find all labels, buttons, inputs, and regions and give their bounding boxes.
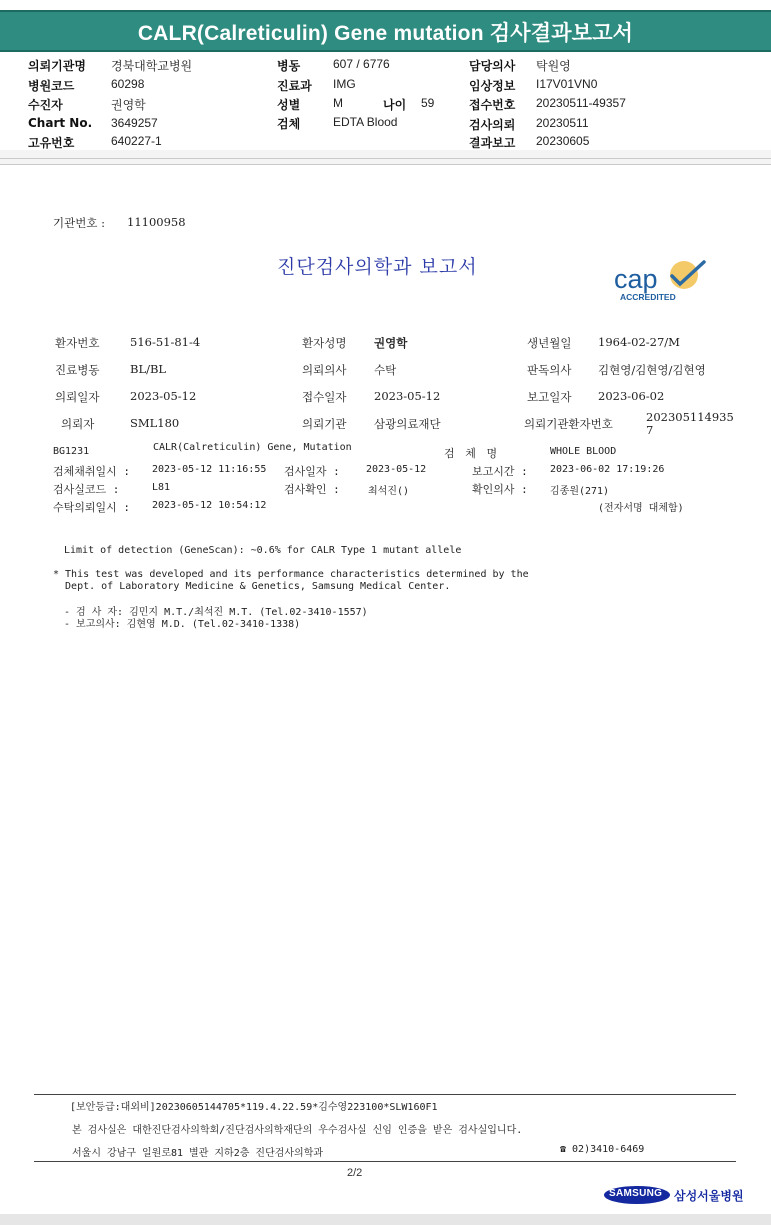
test-value: 2023-06-02 17:19:26 <box>550 464 665 475</box>
institution-number: 11100958 <box>127 215 186 229</box>
hdr-label: 진료과 <box>277 79 312 93</box>
security-line: [보안등급:대외비]20230605144705*119.4.22.59*김수영223100*SLW160F1 <box>70 1102 438 1113</box>
info-value: 권영학 <box>374 336 408 350</box>
info-value: 202305114935 <box>646 410 734 424</box>
footer-divider <box>34 1094 736 1095</box>
test-label: 수탁의뢰일시 : <box>53 501 131 514</box>
staff-line: - 보고의사: 김현영 M.D. (Tel.02-3410-1338) <box>64 619 301 630</box>
page-number: 2/2 <box>347 1167 363 1179</box>
info-label: 의뢰자 <box>61 417 95 431</box>
address-line: 서울시 강남구 일원로81 별관 지하2층 진단검사의학과 <box>72 1148 324 1159</box>
header-divider <box>0 164 771 165</box>
test-label: 검사일자 : <box>284 465 340 478</box>
header-divider <box>0 158 771 159</box>
hdr-value: 59 <box>421 96 435 110</box>
hdr-value: 640227-1 <box>111 134 162 148</box>
info-value: 2023-06-02 <box>598 389 665 403</box>
cap-word: cap <box>614 264 658 294</box>
test-value: 2023-05-12 11:16:55 <box>152 464 267 475</box>
hdr-label: 나이 <box>383 98 407 112</box>
test-value: 2023-05-12 10:54:12 <box>152 500 267 511</box>
info-value: 7 <box>646 423 654 437</box>
samsung-hospital-logo <box>604 1185 744 1207</box>
test-value: 2023-05-12 <box>366 464 427 475</box>
hdr-label: 의뢰기관명 <box>28 59 86 73</box>
hdr-value: I17V01VN0 <box>536 77 598 91</box>
hdr-label: 접수번호 <box>469 98 516 112</box>
test-value: 김종원(271) <box>550 486 610 497</box>
hdr-value: EDTA Blood <box>333 115 398 129</box>
test-value: 최석진() <box>368 486 410 497</box>
info-value: 수탁 <box>374 363 397 377</box>
footer-divider <box>34 1161 736 1162</box>
report-title: CALR(Calreticulin) Gene mutation 검사결과보고서 <box>137 22 634 45</box>
hdr-value: 607 / 6776 <box>333 57 390 71</box>
electronic-signature-note: (전자서명 대체함) <box>598 503 684 514</box>
info-label: 의뢰일자 <box>55 390 100 404</box>
info-value: 삼광의료재단 <box>374 417 441 431</box>
info-value: 1964-02-27/M <box>598 335 680 349</box>
report-title-bar <box>0 10 771 52</box>
info-label: 환자성명 <box>302 336 347 350</box>
test-name: CALR(Calreticulin) Gene, Mutation <box>153 442 352 453</box>
hospital-name: 삼성서울병원 <box>674 1189 744 1203</box>
samsung-wordmark: SAMSUNG <box>609 1188 663 1199</box>
hdr-label: 담당의사 <box>469 59 516 73</box>
hdr-value: 20230511 <box>536 116 589 130</box>
hdr-label: 검사의뢰 <box>469 118 516 132</box>
hdr-label: 병원코드 <box>28 79 75 93</box>
hdr-label: 고유번호 <box>28 136 75 150</box>
test-label: 검사실코드 : <box>53 483 120 496</box>
test-label: 확인의사 : <box>472 483 528 496</box>
header-divider-band <box>0 150 771 164</box>
info-label: 보고일자 <box>527 390 572 404</box>
info-value: SML180 <box>130 416 180 430</box>
test-code: BG1231 <box>53 446 90 457</box>
specimen-value: WHOLE BLOOD <box>550 446 617 457</box>
disclaimer-line: * This test was developed and its performance characteristics determined by the <box>53 569 529 580</box>
test-value: L81 <box>152 482 171 493</box>
hdr-label: 병동 <box>277 59 301 73</box>
hdr-label: 수진자 <box>28 98 63 112</box>
info-label: 판독의사 <box>527 363 572 377</box>
info-label: 의뢰기관 <box>302 417 347 431</box>
info-label: 의뢰의사 <box>302 363 347 377</box>
cap-accredited: ACCREDITED <box>620 292 676 302</box>
hdr-label: 검체 <box>277 117 301 131</box>
disclaimer-line: Dept. of Laboratory Medicine & Genetics, Samsung Medical Center. <box>53 581 451 592</box>
hdr-value: 경북대학교병원 <box>111 59 193 73</box>
hdr-value: 20230511-49357 <box>536 96 626 110</box>
hdr-value: 탁원영 <box>536 59 571 73</box>
info-value: 516-51-81-4 <box>130 335 201 349</box>
info-value: 2023-05-12 <box>374 389 441 403</box>
test-label: 검체채취일시 : <box>53 465 131 478</box>
hdr-value: M <box>333 96 343 110</box>
info-value: BL/BL <box>130 362 167 376</box>
phone-line: ☎ 02)3410-6469 <box>560 1144 645 1155</box>
hdr-label: 임상정보 <box>469 79 516 93</box>
cap-logo-graphic <box>612 258 712 304</box>
test-label: 검사확인 : <box>284 483 340 496</box>
specimen-label: 검 체 명 <box>444 447 500 460</box>
cap-accredited-logo <box>612 258 712 304</box>
hdr-label: 결과보고 <box>469 136 516 150</box>
certification-line: 본 검사실은 대한진단검사의학회/진단검사의학재단의 우수검사실 신임 인증을 받은 검사실입니다. <box>72 1125 523 1136</box>
lod-note: Limit of detection (GeneScan): ~0.6% for CALR Type 1 mutant allele <box>64 545 462 556</box>
hdr-value: 20230605 <box>536 134 590 148</box>
hdr-value: 권영학 <box>111 98 146 112</box>
info-value: 김현영/김현영/김현영 <box>598 363 706 377</box>
hdr-value: IMG <box>333 77 356 91</box>
hdr-value: 60298 <box>111 77 145 91</box>
hdr-value: 3649257 <box>111 116 158 130</box>
info-value: 2023-05-12 <box>130 389 197 403</box>
info-label: 생년월일 <box>527 336 572 350</box>
institution-label: 기관번호 : <box>53 216 105 230</box>
info-label: 의뢰기관환자번호 <box>524 417 613 431</box>
info-label: 환자번호 <box>55 336 100 350</box>
hdr-label: Chart No. <box>28 116 93 130</box>
info-label: 진료병동 <box>55 363 100 377</box>
test-label: 보고시간 : <box>472 465 528 478</box>
bottom-band <box>0 1214 771 1225</box>
report-heading: 진단검사의학과 보고서 <box>277 256 478 278</box>
hdr-label: 성별 <box>277 98 301 112</box>
staff-line: - 검 사 자: 김민지 M.T./최석진 M.T. (Tel.02-3410-1557) <box>64 607 368 618</box>
info-label: 접수일자 <box>302 390 347 404</box>
